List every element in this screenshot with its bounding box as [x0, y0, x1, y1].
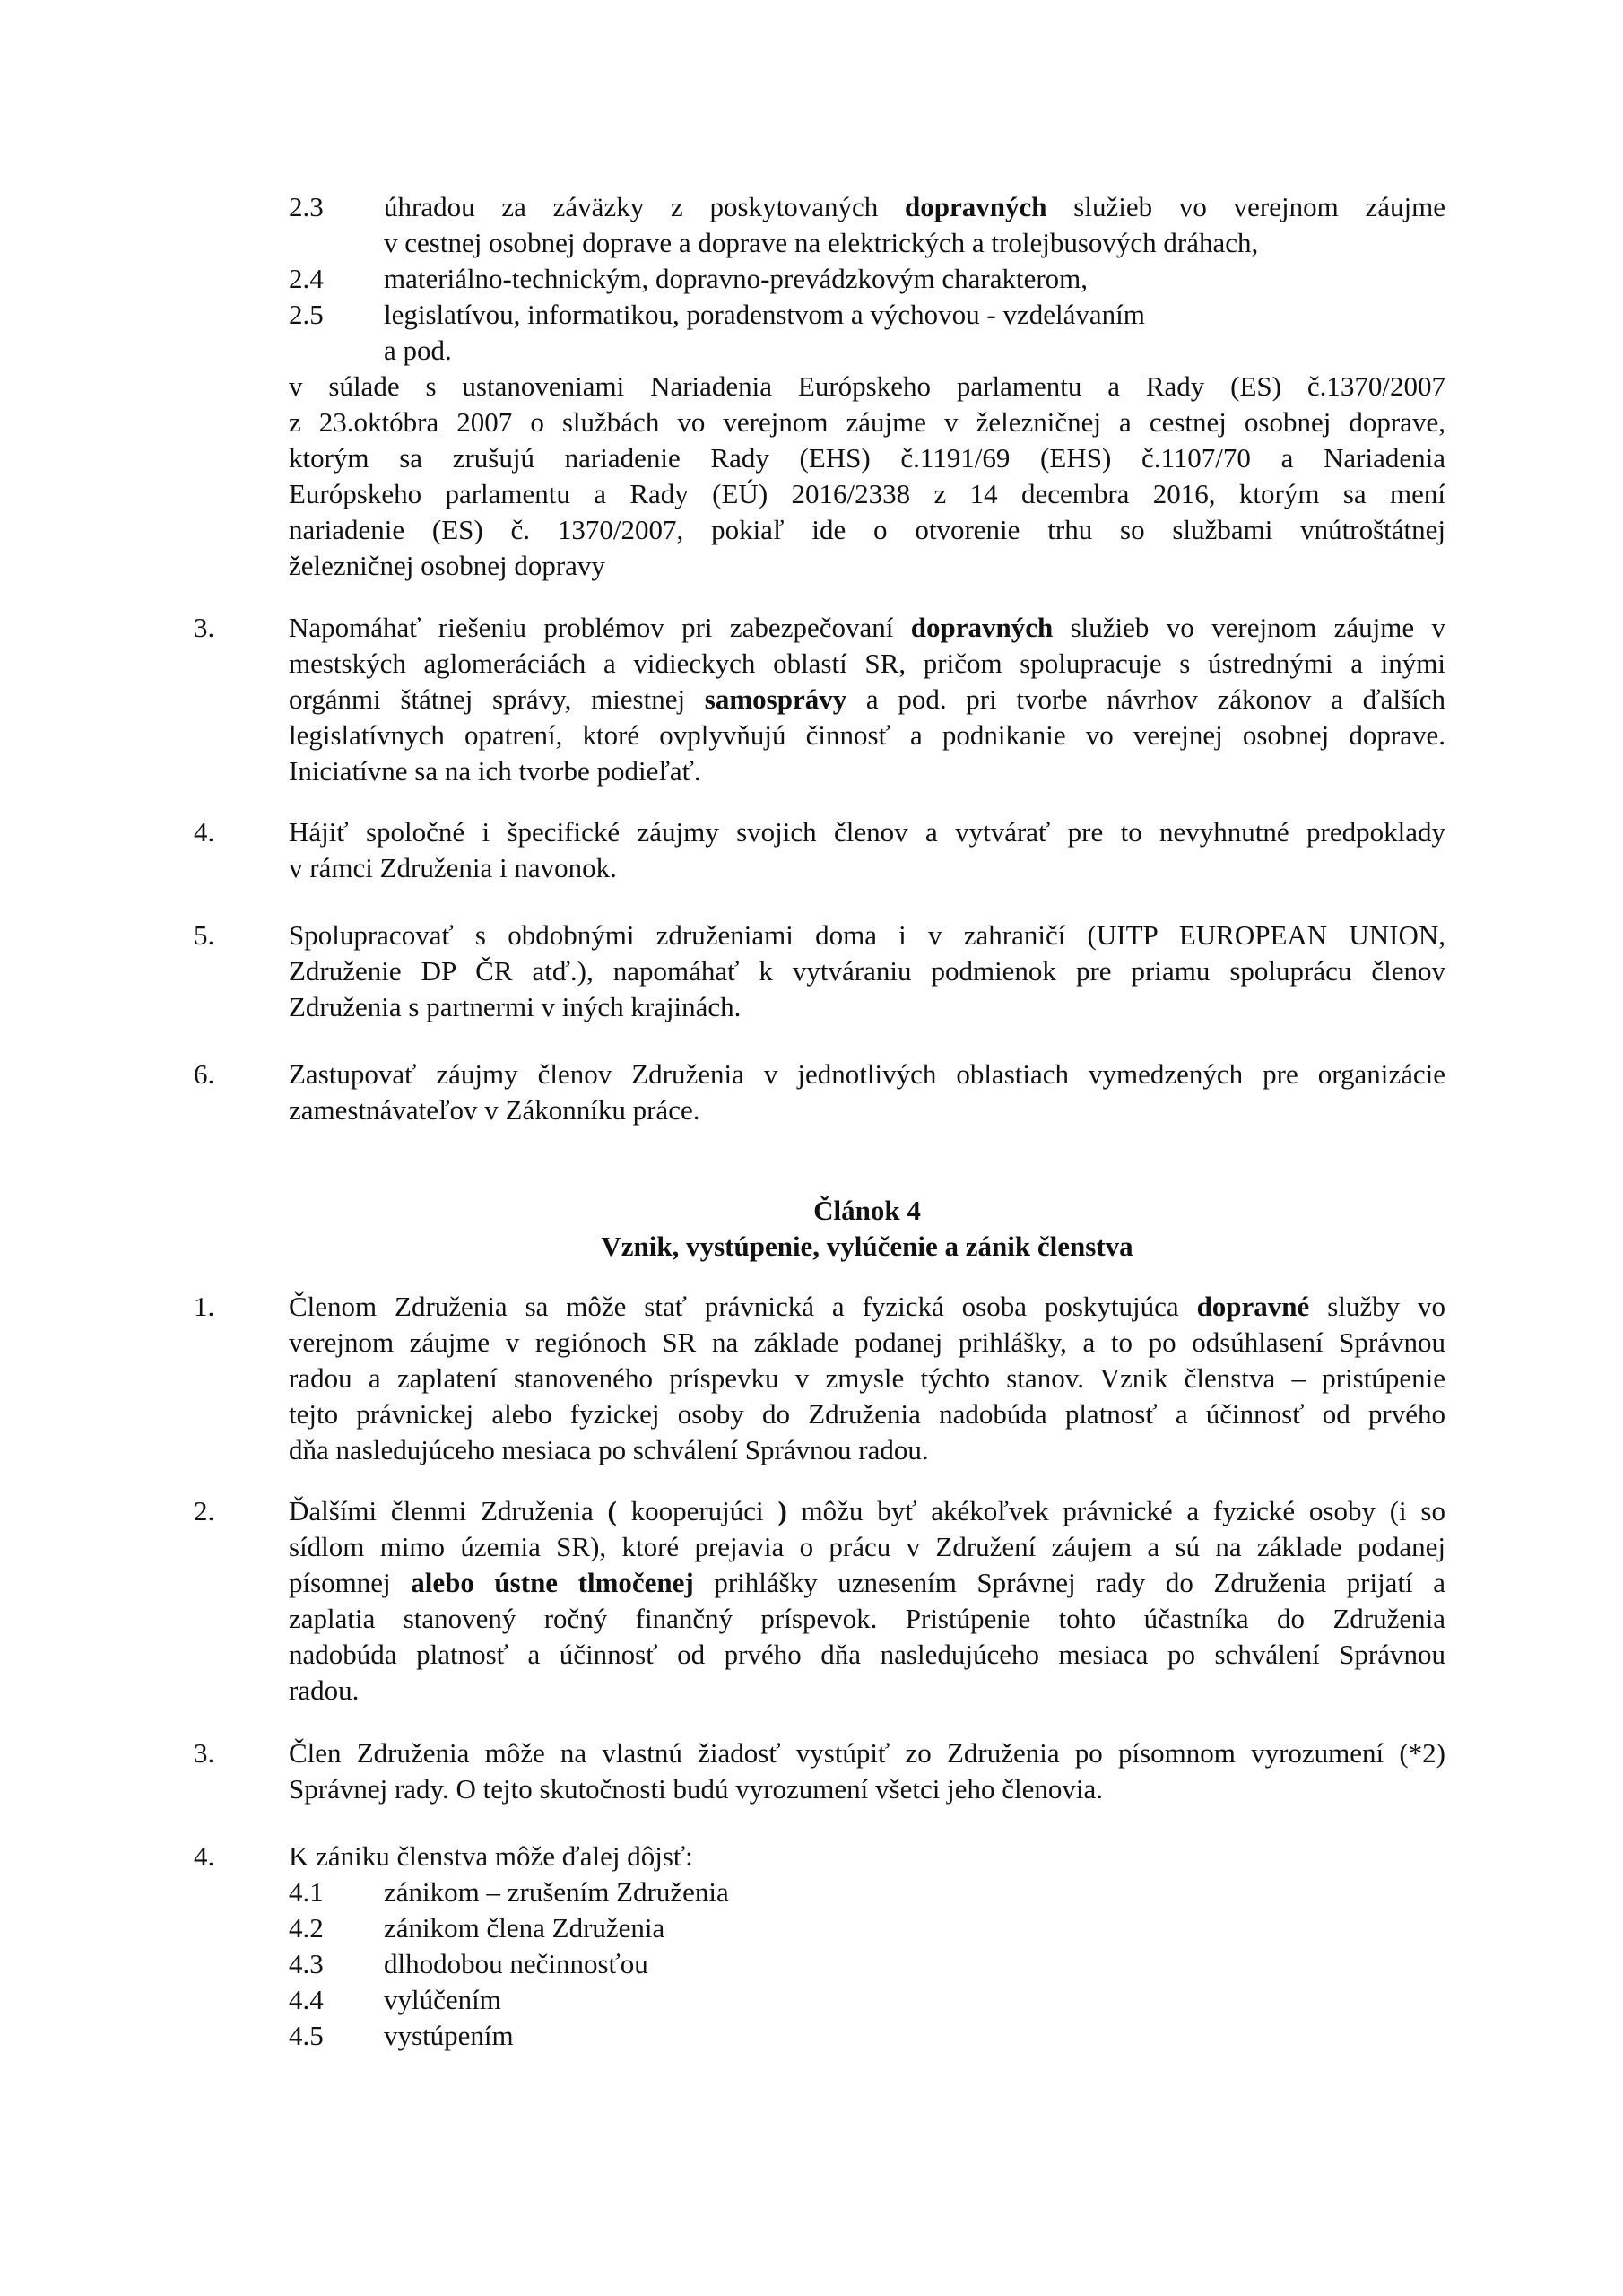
text-line: Združenie DP ČR atď.), napomáhať k vytváraniu podmienok pre priamu spoluprácu členov	[289, 955, 1445, 987]
list-item-text	[384, 189, 1445, 261]
text-line: nariadenie (ES) č. 1370/2007, pokiaľ ide o otvorenie trhu so službami vnútroštátnej	[289, 514, 1445, 545]
text-line: v rámci Združenia i navonok.	[289, 852, 617, 883]
text-line: zaplatia stanovený ročný finančný príspevok. Pristúpenie tohto účastníka do Združenia	[289, 1603, 1445, 1634]
text-line: z 23.októbra 2007 o službách vo verejnom záujme v železničnej a cestnej osobnej doprave,	[289, 406, 1445, 438]
text-line: Európskeho parlamentu a Rady (EÚ) 2016/2338 z 14 decembra 2016, ktorým sa mení	[289, 478, 1445, 509]
article-item-text	[289, 1493, 1445, 1709]
text-line: tejto právnickej alebo fyzickej osoby do Združenia nadobúda platnosť a účinnosť od prvého	[289, 1398, 1445, 1430]
text-line: radou a zaplatení stanoveného príspevku v zmysle týchto stanov. Vznik členstva – pristúpenie	[289, 1362, 1445, 1394]
list-item-text	[384, 261, 1445, 297]
text-line: legislatívnych opatrení, ktoré ovplyvňujú činnosť a podnikanie vo verejnej osobnej doprave.	[289, 719, 1445, 751]
text-line: verejnom záujme v regiónoch SR na základe podanej prihlášky, a to po odsúhlasení Správnou	[289, 1326, 1445, 1358]
bold-text: dopravných	[905, 191, 1047, 222]
termination-item-number: 4.3	[289, 1948, 324, 1979]
text-line: K zániku členstva môže ďalej dôjsť:	[289, 1840, 693, 1872]
text-line: mestských aglomeráciách a vidieckych oblastí SR, pričom spolupracuje s ústrednými a inými	[289, 648, 1445, 679]
bold-text: (	[607, 1495, 617, 1526]
section-number: 4.	[194, 816, 215, 848]
bold-text: alebo ústne tlmočenej	[411, 1567, 694, 1598]
text-line: v cestnej osobnej doprave a doprave na elektrických a trolejbusových dráhach,	[384, 227, 1259, 258]
text-line: Členom Združenia sa môže stať právnická a fyzická osoba poskytujúca dopravné služby vo	[289, 1291, 1446, 1322]
termination-item-text: vystúpením	[384, 2020, 514, 2051]
termination-item-text: vylúčením	[384, 1984, 501, 2015]
bold-text: )	[777, 1495, 787, 1526]
section-number: 3.	[194, 612, 215, 643]
article-heading: Článok 4	[813, 1195, 921, 1226]
section-number: 6.	[194, 1058, 215, 1090]
section-number: 5.	[194, 919, 215, 951]
termination-item-number: 4.5	[289, 2020, 324, 2051]
text-line: Správnej rady. O tejto skutočnosti budú vyrozumení všetci jeho členovia.	[289, 1773, 1103, 1805]
article-item-text	[289, 1839, 1445, 1874]
text-line: nadobúda platnosť a účinnosť od prvého dňa nasledujúceho mesiaca po schválení Správnou	[289, 1639, 1445, 1670]
text-line: dňa nasledujúceho mesiaca po schválení Správnou radou.	[289, 1434, 929, 1465]
section-paragraph	[289, 610, 1445, 789]
section-paragraph	[289, 918, 1445, 1025]
compliance-paragraph	[289, 369, 1445, 584]
article-item-number: 2.	[194, 1495, 215, 1526]
text-line: Spolupracovať s obdobnými združeniami doma i v zahraničí (UITP EUROPEAN UNION,	[289, 919, 1445, 951]
bold-text: dopravné	[1196, 1291, 1310, 1322]
section-paragraph	[289, 814, 1445, 886]
text-line: Člen Združenia môže na vlastnú žiadosť vystúpiť zo Združenia po písomnom vyrozumení (*2)	[289, 1737, 1445, 1769]
article-subheading: Vznik, vystúpenie, vylúčenie a zánik členstva	[601, 1231, 1133, 1262]
termination-item-number: 4.1	[289, 1876, 324, 1908]
article-item-number: 4.	[194, 1840, 215, 1872]
bold-text: dopravných	[910, 612, 1054, 643]
article-item-number: 1.	[194, 1291, 215, 1322]
text-line: sídlom mimo územia SR), ktoré prejavia o prácu v Združení záujem a sú na základe podanej	[289, 1531, 1445, 1562]
text-line: zamestnávateľov v Zákonníku práce.	[289, 1094, 700, 1126]
termination-item-text: zánikom – zrušením Združenia	[384, 1876, 729, 1908]
text-line: ktorým sa zrušujú nariadenie Rady (EHS) č.1191/69 (EHS) č.1107/70 a Nariadenia	[289, 442, 1445, 474]
text-line: radou.	[289, 1674, 360, 1706]
text-line: Zastupovať záujmy členov Združenia v jednotlivých oblastiach vymedzených pre organizácie	[289, 1058, 1445, 1090]
text-line: orgánmi štátnej správy, miestnej samosprávy a pod. pri tvorbe návrhov zákonov a ďalších	[289, 683, 1445, 715]
text-line: materiálno-technickým, dopravno-prevádzkovým charakterom,	[384, 263, 1089, 294]
termination-item-number: 4.2	[289, 1912, 324, 1944]
section-paragraph	[289, 1057, 1445, 1128]
list-item-number: 2.4	[289, 263, 324, 294]
text-line: Ďalšími členmi Združenia ( kooperujúci ) môžu byť akékoľvek právnické a fyzické osoby (i so	[289, 1495, 1445, 1526]
termination-item-number: 4.4	[289, 1984, 324, 2015]
text-line: Hájiť spoločné i špecifické záujmy svojich členov a vytvárať pre to nevyhnutné predpoklady	[289, 816, 1445, 848]
list-item-text	[384, 297, 1445, 369]
text-line: železničnej osobnej dopravy	[289, 550, 605, 581]
list-item-number: 2.5	[289, 299, 324, 330]
article-item-text	[289, 1735, 1445, 1807]
bold-text: samosprávy	[704, 683, 847, 715]
text-line: písomnej alebo ústne tlmočenej prihlášky uznesením Správnej rady do Združenia prijatí a	[289, 1567, 1446, 1598]
text-line: a pod.	[384, 335, 452, 366]
text-line: Združenia s partnermi v iných krajinách.	[289, 991, 742, 1022]
article-item-number: 3.	[194, 1737, 215, 1769]
text-line: Iniciatívne sa na ich tvorbe podieľať.	[289, 755, 701, 787]
list-item-number: 2.3	[289, 191, 324, 222]
termination-item-text: dlhodobou nečinnosťou	[384, 1948, 648, 1979]
text-line: úhradou za záväzky z poskytovaných dopravných služieb vo verejnom záujme	[384, 191, 1445, 222]
article-item-text	[289, 1289, 1445, 1468]
text-line: legislatívou, informatikou, poradenstvom a výchovou - vzdelávaním	[384, 299, 1145, 330]
termination-item-text: zánikom člena Združenia	[384, 1912, 665, 1944]
text-line: v súlade s ustanoveniami Nariadenia Európskeho parlamentu a Rady (ES) č.1370/2007	[289, 370, 1445, 402]
text-line: Napomáhať riešeniu problémov pri zabezpečovaní dopravných služieb vo verejnom záujme v	[289, 612, 1445, 643]
